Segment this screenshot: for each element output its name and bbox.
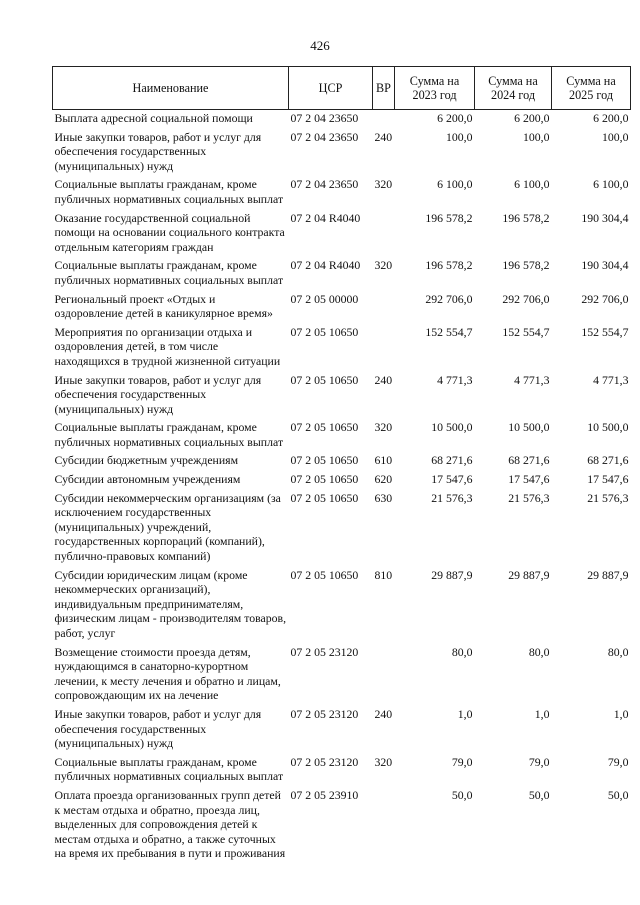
table-row <box>53 291 631 324</box>
row-sum-2023: 29 887,9 <box>431 567 473 582</box>
row-name: Субсидии автономным учреждениям <box>54 472 241 487</box>
row-sum-2023: 4 771,3 <box>437 372 473 387</box>
table-row <box>53 324 631 372</box>
row-sum-2023: 68 271,6 <box>431 453 473 468</box>
row-sum-2025: 68 271,6 <box>587 453 629 468</box>
row-csr: 07 2 04 R4040 <box>290 210 361 225</box>
row-sum-2024: 6 100,0 <box>514 177 550 192</box>
header-csr: ЦСР <box>289 67 373 110</box>
table-row <box>53 490 631 567</box>
row-name: Региональный проект «Отдых и оздоровление детей в каникулярное время» <box>54 291 273 321</box>
row-csr: 07 2 05 10650 <box>290 420 359 435</box>
row-sum-2024: 10 500,0 <box>508 420 550 435</box>
row-vr: 240 <box>374 372 393 387</box>
row-vr: 320 <box>374 177 393 192</box>
row-sum-2023: 80,0 <box>451 644 473 659</box>
row-vr: 810 <box>374 567 393 582</box>
row-sum-2025: 1,0 <box>613 706 629 721</box>
row-sum-2025: 190 304,4 <box>581 210 629 225</box>
table-body <box>53 110 631 864</box>
row-sum-2025: 29 887,9 <box>587 567 629 582</box>
row-sum-2025: 21 576,3 <box>587 490 629 505</box>
row-name: Иные закупки товаров, работ и услуг для обеспечения государственных (муниципальных) нужд <box>54 372 262 416</box>
row-sum-2025: 190 304,4 <box>581 258 629 273</box>
table-row <box>53 176 631 209</box>
row-vr <box>373 291 395 324</box>
row-csr: 07 2 04 23650 <box>290 177 359 192</box>
row-sum-2024: 100,0 <box>522 129 550 144</box>
row-sum-2024: 6 200,0 <box>514 111 550 125</box>
row-sum-2024: 17 547,6 <box>508 472 550 487</box>
row-name: Мероприятия по организации отдыха и оздоровления детей, в том числе находящихся в трудной жизненной ситуации <box>54 324 281 368</box>
row-vr: 320 <box>374 754 393 769</box>
row-sum-2024: 1,0 <box>534 706 550 721</box>
row-csr: 07 2 05 23120 <box>290 644 359 659</box>
row-sum-2023: 152 554,7 <box>425 324 473 339</box>
table-row <box>53 129 631 177</box>
row-name: Иные закупки товаров, работ и услуг для обеспечения государственных (муниципальных) нужд <box>54 706 262 751</box>
row-sum-2024: 196 578,2 <box>502 210 550 225</box>
row-vr: 610 <box>374 453 393 468</box>
row-vr <box>373 324 395 372</box>
row-sum-2025: 4 771,3 <box>593 372 629 387</box>
row-sum-2023: 196 578,2 <box>425 258 473 273</box>
row-sum-2023: 21 576,3 <box>431 490 473 505</box>
row-vr <box>373 787 395 864</box>
header-sum-2025: Сумма на 2025 год <box>552 67 631 110</box>
row-name: Оплата проезда организованных групп детей к местам отдыха и обратно, проезда лиц, выделенных для сопровождения детей к местам отдыха и обратно, а также суточных на время их пребывания в пути и проживания <box>54 787 286 861</box>
row-csr: 07 2 05 10650 <box>290 324 359 339</box>
row-sum-2025: 152 554,7 <box>581 324 629 339</box>
row-name: Субсидии бюджетным учреждениям <box>54 453 239 468</box>
row-sum-2023: 6 100,0 <box>437 177 473 192</box>
row-sum-2024: 68 271,6 <box>508 453 550 468</box>
row-sum-2025: 292 706,0 <box>581 291 629 306</box>
row-sum-2024: 4 771,3 <box>514 372 550 387</box>
table-row <box>53 706 631 754</box>
row-sum-2025: 80,0 <box>607 644 629 659</box>
row-csr: 07 2 05 10650 <box>290 453 359 468</box>
row-vr <box>373 110 395 129</box>
row-sum-2023: 79,0 <box>451 754 473 769</box>
table-row <box>53 372 631 420</box>
row-name: Субсидии некоммерческим организациям (за исключением государственных (муниципальных) учреждений, государственных корпораций (компаний), публично-правовых компаний) <box>54 490 281 564</box>
row-csr: 07 2 04 23650 <box>290 111 359 125</box>
row-sum-2025: 6 100,0 <box>593 177 629 192</box>
row-sum-2024: 50,0 <box>528 787 550 802</box>
row-name: Возмещение стоимости проезда детям, нуждающимся в санаторно-курортном лечении, к месту лечения и обратно и лицам, сопровождающим их на лечение <box>54 644 281 703</box>
row-name: Социальные выплаты гражданам, кроме публичных нормативных социальных выплат <box>54 258 284 287</box>
row-vr: 320 <box>374 258 393 273</box>
table-row <box>53 754 631 787</box>
row-sum-2023: 100,0 <box>445 129 473 144</box>
row-sum-2023: 1,0 <box>457 706 473 721</box>
row-vr <box>373 210 395 258</box>
row-name: Иные закупки товаров, работ и услуг для обеспечения государственных (муниципальных) нужд <box>54 129 262 173</box>
table-row <box>53 110 631 129</box>
row-sum-2025: 6 200,0 <box>593 111 629 125</box>
table-row <box>53 452 631 471</box>
row-vr: 240 <box>374 706 393 721</box>
row-sum-2025: 10 500,0 <box>587 420 629 435</box>
header-vr: ВР <box>373 67 395 110</box>
row-sum-2023: 6 200,0 <box>437 111 473 125</box>
table-row <box>53 567 631 644</box>
table-row <box>53 257 631 290</box>
row-vr: 620 <box>374 472 393 487</box>
row-sum-2025: 17 547,6 <box>587 472 629 487</box>
row-sum-2023: 292 706,0 <box>425 291 473 306</box>
table-row <box>53 210 631 258</box>
row-sum-2023: 50,0 <box>451 787 473 802</box>
header-sum-2024: Сумма на 2024 год <box>475 67 552 110</box>
row-vr: 240 <box>374 129 393 144</box>
row-sum-2023: 196 578,2 <box>425 210 473 225</box>
table-row <box>53 787 631 864</box>
table-row <box>53 644 631 706</box>
row-csr: 07 2 05 10650 <box>290 567 359 582</box>
row-csr: 07 2 05 23910 <box>290 787 359 802</box>
page-number: 426 <box>310 38 330 53</box>
row-vr: 320 <box>374 420 393 435</box>
row-name: Социальные выплаты гражданам, кроме публичных нормативных социальных выплат <box>54 177 284 206</box>
row-sum-2025: 79,0 <box>607 754 629 769</box>
row-sum-2024: 79,0 <box>528 754 550 769</box>
row-name: Выплата адресной социальной помощи <box>54 111 253 125</box>
row-csr: 07 2 05 10650 <box>290 472 359 487</box>
row-csr: 07 2 04 23650 <box>290 129 359 144</box>
row-vr: 630 <box>374 490 393 505</box>
table-row <box>53 471 631 490</box>
table-row <box>53 419 631 452</box>
row-csr: 07 2 05 23120 <box>290 706 359 721</box>
row-sum-2024: 292 706,0 <box>502 291 550 306</box>
row-csr: 07 2 05 23120 <box>290 754 359 769</box>
row-sum-2024: 196 578,2 <box>502 258 550 273</box>
row-sum-2024: 21 576,3 <box>508 490 550 505</box>
row-sum-2024: 80,0 <box>528 644 550 659</box>
row-name: Субсидии юридическим лицам (кроме некоммерческих организаций), индивидуальным предпринимателям, физическим лицам - производителям товаров, работ, услуг <box>54 567 287 640</box>
row-name: Социальные выплаты гражданам, кроме публичных нормативных социальных выплат <box>54 420 284 449</box>
row-sum-2024: 152 554,7 <box>502 324 550 339</box>
budget-table <box>52 66 631 864</box>
row-csr: 07 2 04 R4040 <box>290 258 361 273</box>
row-sum-2024: 29 887,9 <box>508 567 550 582</box>
row-vr <box>373 644 395 706</box>
row-csr: 07 2 05 00000 <box>290 291 359 306</box>
row-sum-2023: 17 547,6 <box>431 472 473 487</box>
header-name: Наименование <box>53 67 289 110</box>
header-sum-2023: Сумма на 2023 год <box>395 67 475 110</box>
row-name: Социальные выплаты гражданам, кроме публичных нормативных социальных выплат <box>54 754 284 784</box>
row-sum-2025: 50,0 <box>607 787 629 802</box>
row-csr: 07 2 05 10650 <box>290 490 359 505</box>
row-sum-2023: 10 500,0 <box>431 420 473 435</box>
row-sum-2025: 100,0 <box>601 129 629 144</box>
row-name: Оказание государственной социальной помощи на основании социального контракта отдельным категориям граждан <box>54 210 285 254</box>
row-csr: 07 2 05 10650 <box>290 372 359 387</box>
table-header-row <box>53 67 631 110</box>
